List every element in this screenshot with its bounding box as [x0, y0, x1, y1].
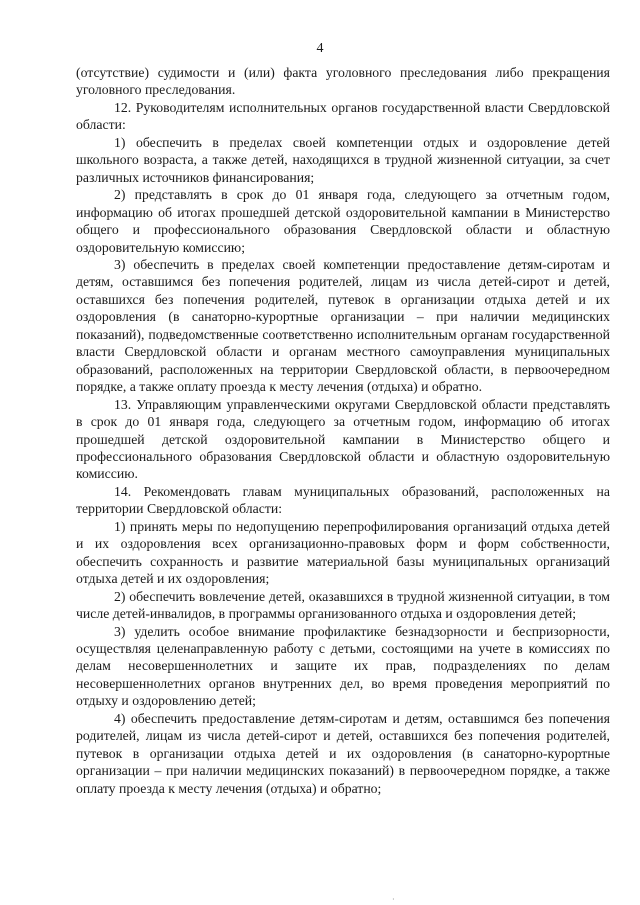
paragraph-item-14-3: 3) уделить особое внимание профилактике безнадзорности и беспризорности, осуществляя целенаправленную работу с детьми, состоящими на учете в комиссиях по делам несовершеннолетних и защите их прав, подразделениях по делам несовершеннолетних органов внутренних дел, во время проведения мероприятий по отдыху и оздоровлению детей;	[76, 623, 610, 709]
paragraph-item-12-1: 1) обеспечить в пределах своей компетенции отдых и оздоровление детей школьного возраста, а также детей, находящихся в трудной жизненной ситуации, за счет различных источников финансирования;	[76, 134, 610, 185]
scan-speck: ·	[392, 895, 395, 904]
paragraph-continuation: (отсутствие) судимости и (или) факта уголовного преследования либо прекращения уголовного преследования.	[76, 65, 610, 98]
paragraph-item-12-3: 3) обеспечить в пределах своей компетенции предоставление детям-сиротам и детям, оставшимся без попечения родителей, лицам из числа детей-сирот и детей, оставшихся без попечения родителей, путевок в организации отдыха детей и их оздоровления (в санаторно-курортные организации – при наличии медицинских показаний), подведомственные соответственно исполнительным органам государственной власти Свердловской области и органам местного самоуправления муниципальных образований, расположенных на территории Свердловской области, в первоочередном порядке, а также оплату проезда к месту лечения (отдыха) и обратно.	[76, 256, 610, 395]
paragraph-item-12-2: 2) представлять в срок до 01 января года, следующего за отчетным годом, информацию об итогах прошедшей детской оздоровительной кампании в Министерство общего и профессионального образования Свердловской области и областную оздоровительную комиссию;	[76, 187, 610, 255]
paragraph-item-14-2: 2) обеспечить вовлечение детей, оказавшихся в трудной жизненной ситуации, в том числе детей-инвалидов, в программы организованного отдыха и оздоровления детей;	[76, 588, 610, 622]
document-body	[76, 64, 610, 797]
paragraph-item-14-4: 4) обеспечить предоставление детям-сиротам и детям, оставшимся без попечения родителей, лицам из числа детей-сирот и детей, оставшихся без попечения родителей, путевок в организации отдыха детей и их оздоровления (в санаторно-курортные организации – при наличии медицинских показаний) в первоочередном порядке, а также оплату проезда к месту лечения (отдыха) и обратно;	[76, 710, 610, 796]
paragraph-item-14: 14. Рекомендовать главам муниципальных образований, расположенных на территории Свердловской области:	[76, 483, 610, 517]
paragraph-item-13: 13. Управляющим управленческими округами Свердловской области представлять в срок до 01 января года, следующего за отчетным годом, информацию об итогах прошедшей детской оздоровительной кампании в Министерство общего и профессионального образования Свердловской области и областную оздоровительную комиссию.	[76, 396, 610, 482]
paragraph-item-14-1: 1) принять меры по недопущению перепрофилирования организаций отдыха детей и их оздоровления всех организационно-правовых форм и форм собственности, обеспечить сохранность и развитие материальной базы муниципальных организаций отдыха детей и их оздоровления;	[76, 518, 610, 587]
paragraph-item-12: 12. Руководителям исполнительных органов государственной власти Свердловской области:	[76, 99, 610, 133]
page-number: 4	[316, 41, 324, 56]
